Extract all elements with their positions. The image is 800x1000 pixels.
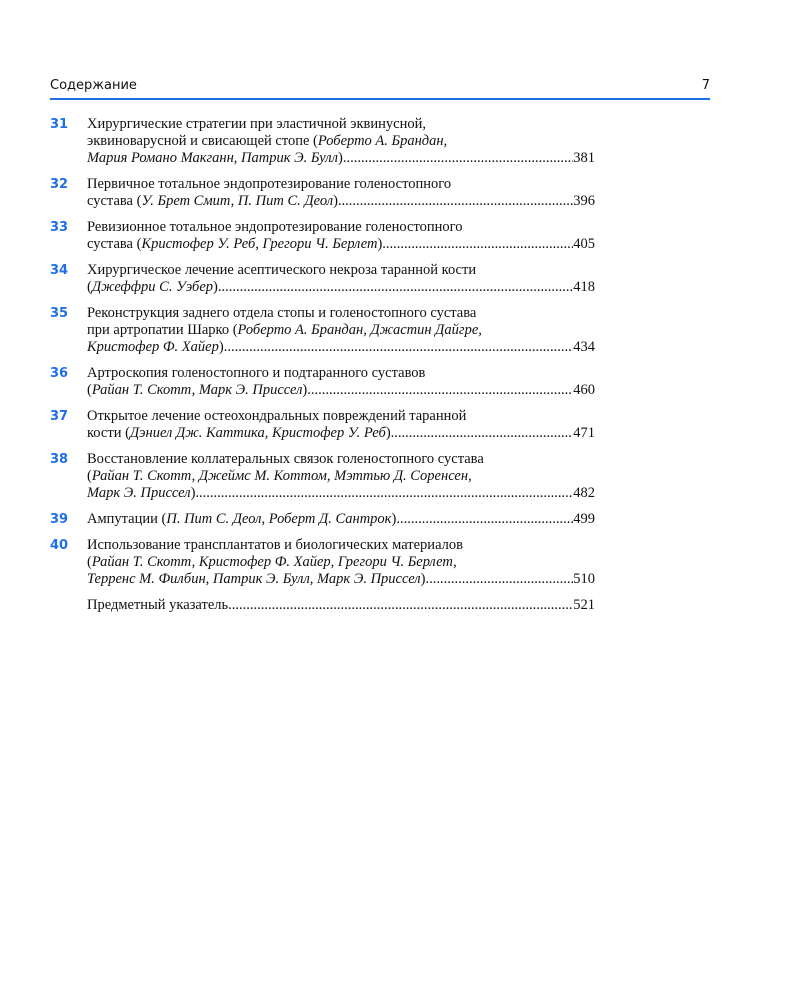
chapter-title-line: Использование трансплантатов и биологических материалов	[87, 537, 463, 553]
toc-entry[interactable]	[50, 597, 595, 614]
chapter-title-text: )	[337, 150, 343, 166]
dot-leader	[218, 279, 573, 296]
chapter-title-text: Предметный указатель	[87, 597, 229, 613]
chapter-last-line	[87, 339, 595, 356]
chapter-title-text: )	[420, 571, 426, 587]
chapter-title-line: Хирургические стратегии при эластичной эквинусной,	[87, 116, 426, 132]
chapter-authors: Райан Т. Скотт, Джеймс М. Коттом, Мэттью Д. Соренсен,	[91, 468, 472, 484]
chapter-last-line	[87, 597, 595, 614]
table-of-contents	[50, 116, 595, 623]
toc-entry[interactable]	[50, 537, 595, 588]
chapter-page-number: 434	[573, 339, 595, 355]
toc-entry[interactable]	[50, 511, 595, 528]
chapter-title-text: сустава (	[87, 193, 142, 209]
chapter-page-number: 396	[573, 193, 595, 209]
chapter-number: 32	[50, 177, 69, 192]
chapter-title-line: при артропатии Шарко (Роберто А. Брандан, Джастин Дайгре,	[87, 322, 482, 338]
running-header-title: Содержание	[50, 78, 137, 93]
chapter-authors: У. Брет Смит, П. Пит С. Деол	[141, 193, 334, 209]
chapter-number: 31	[50, 117, 69, 132]
chapter-number: 35	[50, 306, 69, 321]
chapter-title-line: Хирургическое лечение асептического некроза таранной кости	[87, 262, 477, 278]
chapter-last-line	[87, 485, 595, 502]
chapter-title-text: )	[391, 511, 397, 527]
chapter-number: 34	[50, 263, 69, 278]
toc-entry[interactable]	[50, 451, 595, 502]
chapter-page-number: 482	[573, 485, 595, 501]
toc-entry[interactable]	[50, 116, 595, 167]
chapter-title-line: Артроскопия голеностопного и подтаранного суставов	[87, 365, 426, 381]
dot-leader	[391, 425, 574, 442]
dot-leader	[228, 597, 573, 614]
chapter-authors: Райан Т. Скотт, Марк Э. Приссел	[91, 382, 303, 398]
dot-leader	[224, 339, 574, 356]
chapter-authors: Терренс М. Филбин, Патрик Э. Булл, Марк Э. Приссел	[87, 571, 421, 587]
chapter-title-text: Ампутации (	[87, 511, 167, 527]
chapter-last-line	[87, 382, 595, 399]
chapter-page-number: 381	[573, 150, 595, 166]
chapter-number: 37	[50, 409, 69, 424]
chapter-title-line: (Райан Т. Скотт, Джеймс М. Коттом, Мэттью Д. Соренсен,	[87, 468, 472, 484]
chapter-number: 38	[50, 452, 69, 467]
running-header	[50, 78, 710, 96]
chapter-last-line	[87, 193, 595, 210]
chapter-page-number: 471	[573, 425, 595, 441]
chapter-number: 40	[50, 538, 69, 553]
chapter-title-line: Реконструкция заднего отдела стопы и голеностопного сустава	[87, 305, 477, 321]
chapter-last-line	[87, 511, 595, 528]
chapter-title-line: Первичное тотальное эндопротезирование голеностопного	[87, 176, 452, 192]
chapter-last-line	[87, 571, 595, 588]
chapter-authors: Роберто А. Брандан, Джастин Дайгре,	[237, 322, 482, 338]
chapter-title-text: )	[190, 485, 196, 501]
chapter-last-line	[87, 425, 595, 442]
chapter-title-line: Открытое лечение остеохондральных повреждений таранной	[87, 408, 467, 424]
chapter-authors: Марк Э. Приссел	[87, 485, 191, 501]
chapter-page-number: 460	[573, 382, 595, 398]
chapter-number: 36	[50, 366, 69, 381]
chapter-title-text: )	[302, 382, 308, 398]
chapter-authors: Дэниел Дж. Каттика, Кристофер У. Реб	[129, 425, 386, 441]
chapter-authors: Райан Т. Скотт, Кристофер Ф. Хайер, Грегори Ч. Берлет,	[91, 554, 457, 570]
toc-entry[interactable]	[50, 176, 595, 210]
chapter-authors: Кристофер У. Реб, Грегори Ч. Берлет	[141, 236, 378, 252]
header-rule	[50, 98, 710, 100]
chapter-authors: П. Пит С. Деол, Роберт Д. Сантрок	[166, 511, 392, 527]
chapter-title-line: эквиноварусной и свисающей стопе (Роберто А. Брандан,	[87, 133, 448, 149]
chapter-title-line: Ревизионное тотальное эндопротезирование голеностопного	[87, 219, 463, 235]
toc-entry[interactable]	[50, 219, 595, 253]
chapter-page-number: 521	[573, 597, 595, 613]
dot-leader	[338, 193, 573, 210]
chapter-authors: Кристофер Ф. Хайер	[87, 339, 219, 355]
chapter-title-text: )	[218, 339, 224, 355]
chapter-title-text: )	[385, 425, 391, 441]
toc-entry[interactable]	[50, 408, 595, 442]
chapter-last-line	[87, 236, 595, 253]
chapter-authors: Мария Романо Макганн, Патрик Э. Булл	[87, 150, 338, 166]
chapter-page-number: 418	[573, 279, 595, 295]
chapter-number: 39	[50, 512, 69, 527]
chapter-title-text: )	[333, 193, 338, 209]
chapter-authors: Джеффри С. Уэбер	[91, 279, 214, 295]
toc-entry[interactable]	[50, 262, 595, 296]
chapter-title-text: )	[377, 236, 383, 252]
chapter-title-line: Восстановление коллатеральных связок голеностопного сустава	[87, 451, 484, 467]
chapter-number: 33	[50, 220, 69, 235]
dot-leader	[425, 571, 573, 588]
chapter-title-line: (Райан Т. Скотт, Кристофер Ф. Хайер, Грегори Ч. Берлет,	[87, 554, 457, 570]
toc-entry[interactable]	[50, 305, 595, 356]
chapter-page-number: 510	[573, 571, 595, 587]
chapter-title-text: )	[213, 279, 218, 295]
dot-leader	[396, 511, 573, 528]
chapter-page-number: 405	[573, 236, 595, 252]
chapter-title-text: кости (	[87, 425, 130, 441]
toc-entry[interactable]	[50, 365, 595, 399]
chapter-last-line	[87, 150, 595, 167]
chapter-title-text: (	[87, 279, 92, 295]
dot-leader	[343, 150, 573, 167]
chapter-title-text: (	[87, 382, 92, 398]
chapter-last-line	[87, 279, 595, 296]
page-number: 7	[701, 78, 710, 93]
chapter-authors: Роберто А. Брандан,	[317, 133, 448, 149]
dot-leader	[307, 382, 573, 399]
chapter-title-text: сустава (	[87, 236, 142, 252]
dot-leader	[382, 236, 573, 253]
chapter-page-number: 499	[573, 511, 595, 527]
dot-leader	[195, 485, 573, 502]
